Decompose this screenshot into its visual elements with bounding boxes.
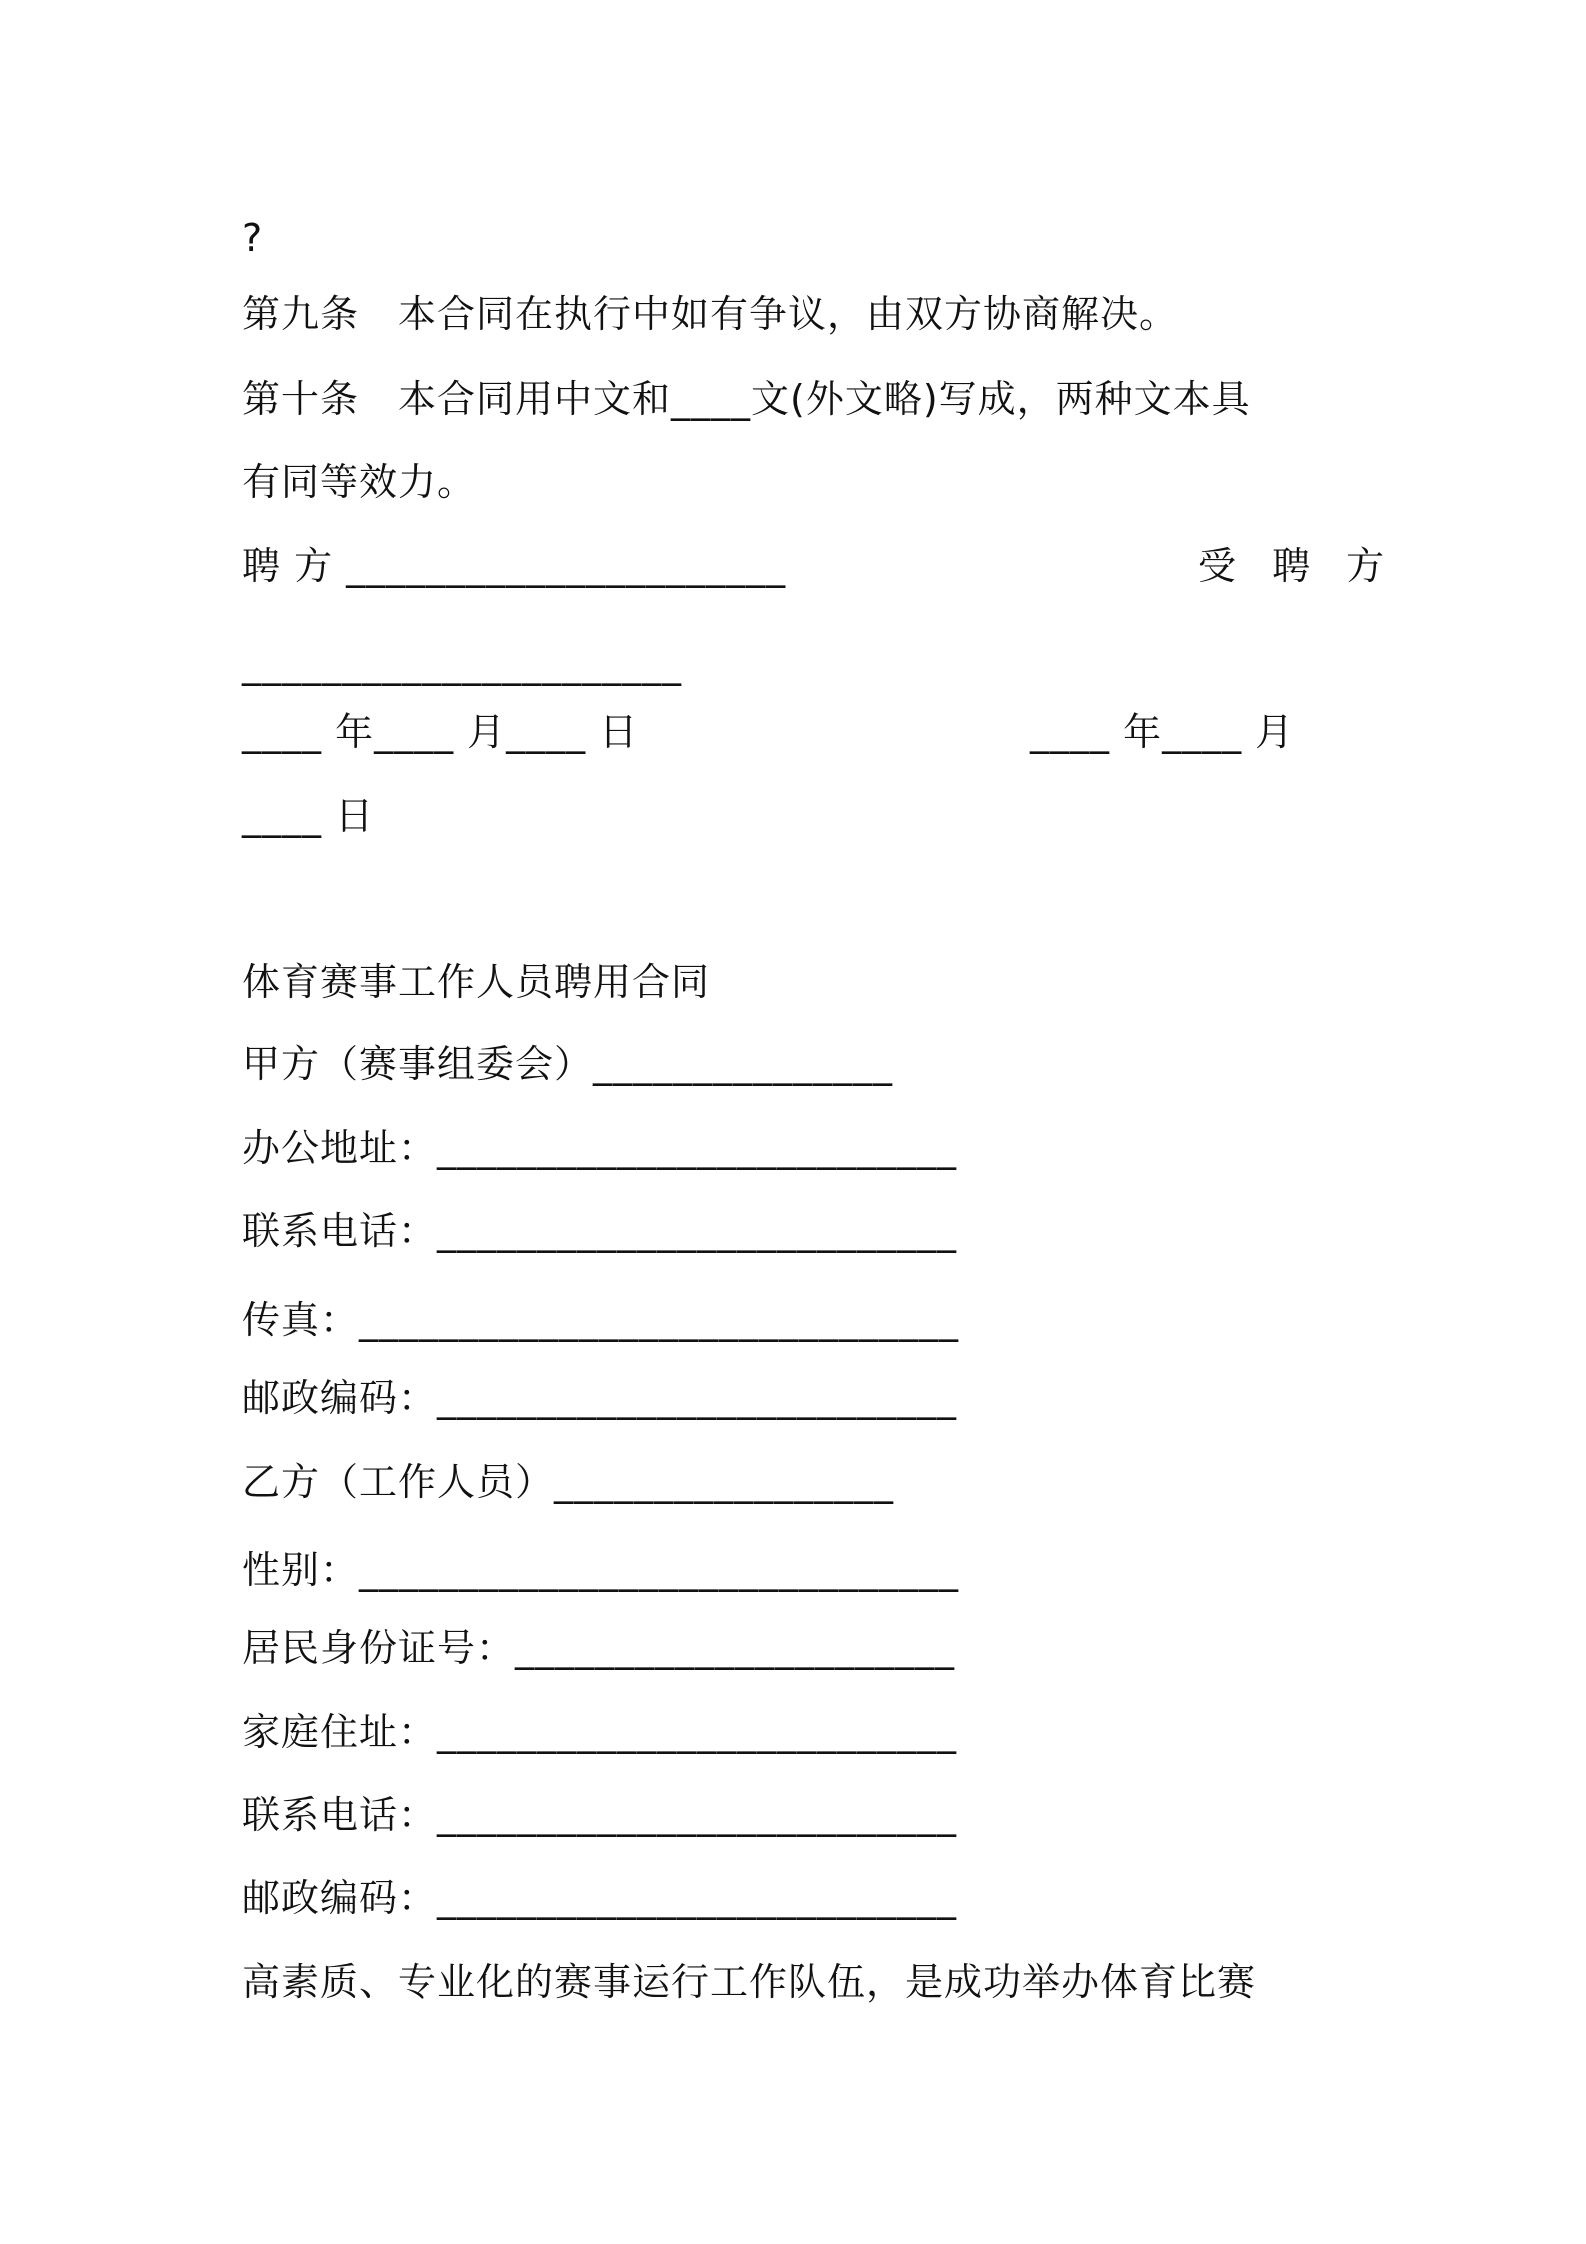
phone-b-field: 联系电话：__________________________	[242, 1793, 958, 1837]
employee-signature-label: 受 聘 方	[1198, 544, 1397, 588]
article-10-line-1: 第十条 本合同用中文和____文(外文略)写成，两种文本具	[242, 377, 1251, 421]
article-9: 第九条 本合同在执行中如有争议，由双方协商解决。	[242, 292, 1179, 336]
home-address-field: 家庭住址：__________________________	[242, 1710, 958, 1754]
employee-signature-blank: ______________________	[242, 642, 682, 686]
contract-intro-paragraph: 高素质、专业化的赛事运行工作队伍，是成功举办体育比赛	[242, 1960, 1257, 2004]
office-address-field: 办公地址：__________________________	[242, 1126, 958, 1170]
gender-field: 性别：______________________________	[242, 1548, 960, 1592]
employee-date-day: ____ 日	[242, 794, 375, 838]
postal-code-a-field: 邮政编码：__________________________	[242, 1376, 958, 1420]
employer-date: ____ 年____ 月____ 日	[242, 710, 639, 754]
phone-a-field: 联系电话：__________________________	[242, 1209, 958, 1253]
employee-date: ____ 年____ 月	[1030, 710, 1295, 754]
party-b-field: 乙方（工作人员）_________________	[242, 1460, 895, 1504]
party-a-field: 甲方（赛事组委会）_______________	[242, 1042, 894, 1086]
contract-title: 体育赛事工作人员聘用合同	[242, 960, 711, 1004]
article-10-line-2: 有同等效力。	[242, 460, 477, 504]
employer-signature-line: 聘 方 ______________________	[242, 544, 787, 588]
postal-code-b-field: 邮政编码：__________________________	[242, 1876, 958, 1920]
stray-question-mark: ?	[242, 216, 264, 260]
id-number-field: 居民身份证号：______________________	[242, 1626, 956, 1670]
fax-field: 传真：______________________________	[242, 1298, 960, 1342]
